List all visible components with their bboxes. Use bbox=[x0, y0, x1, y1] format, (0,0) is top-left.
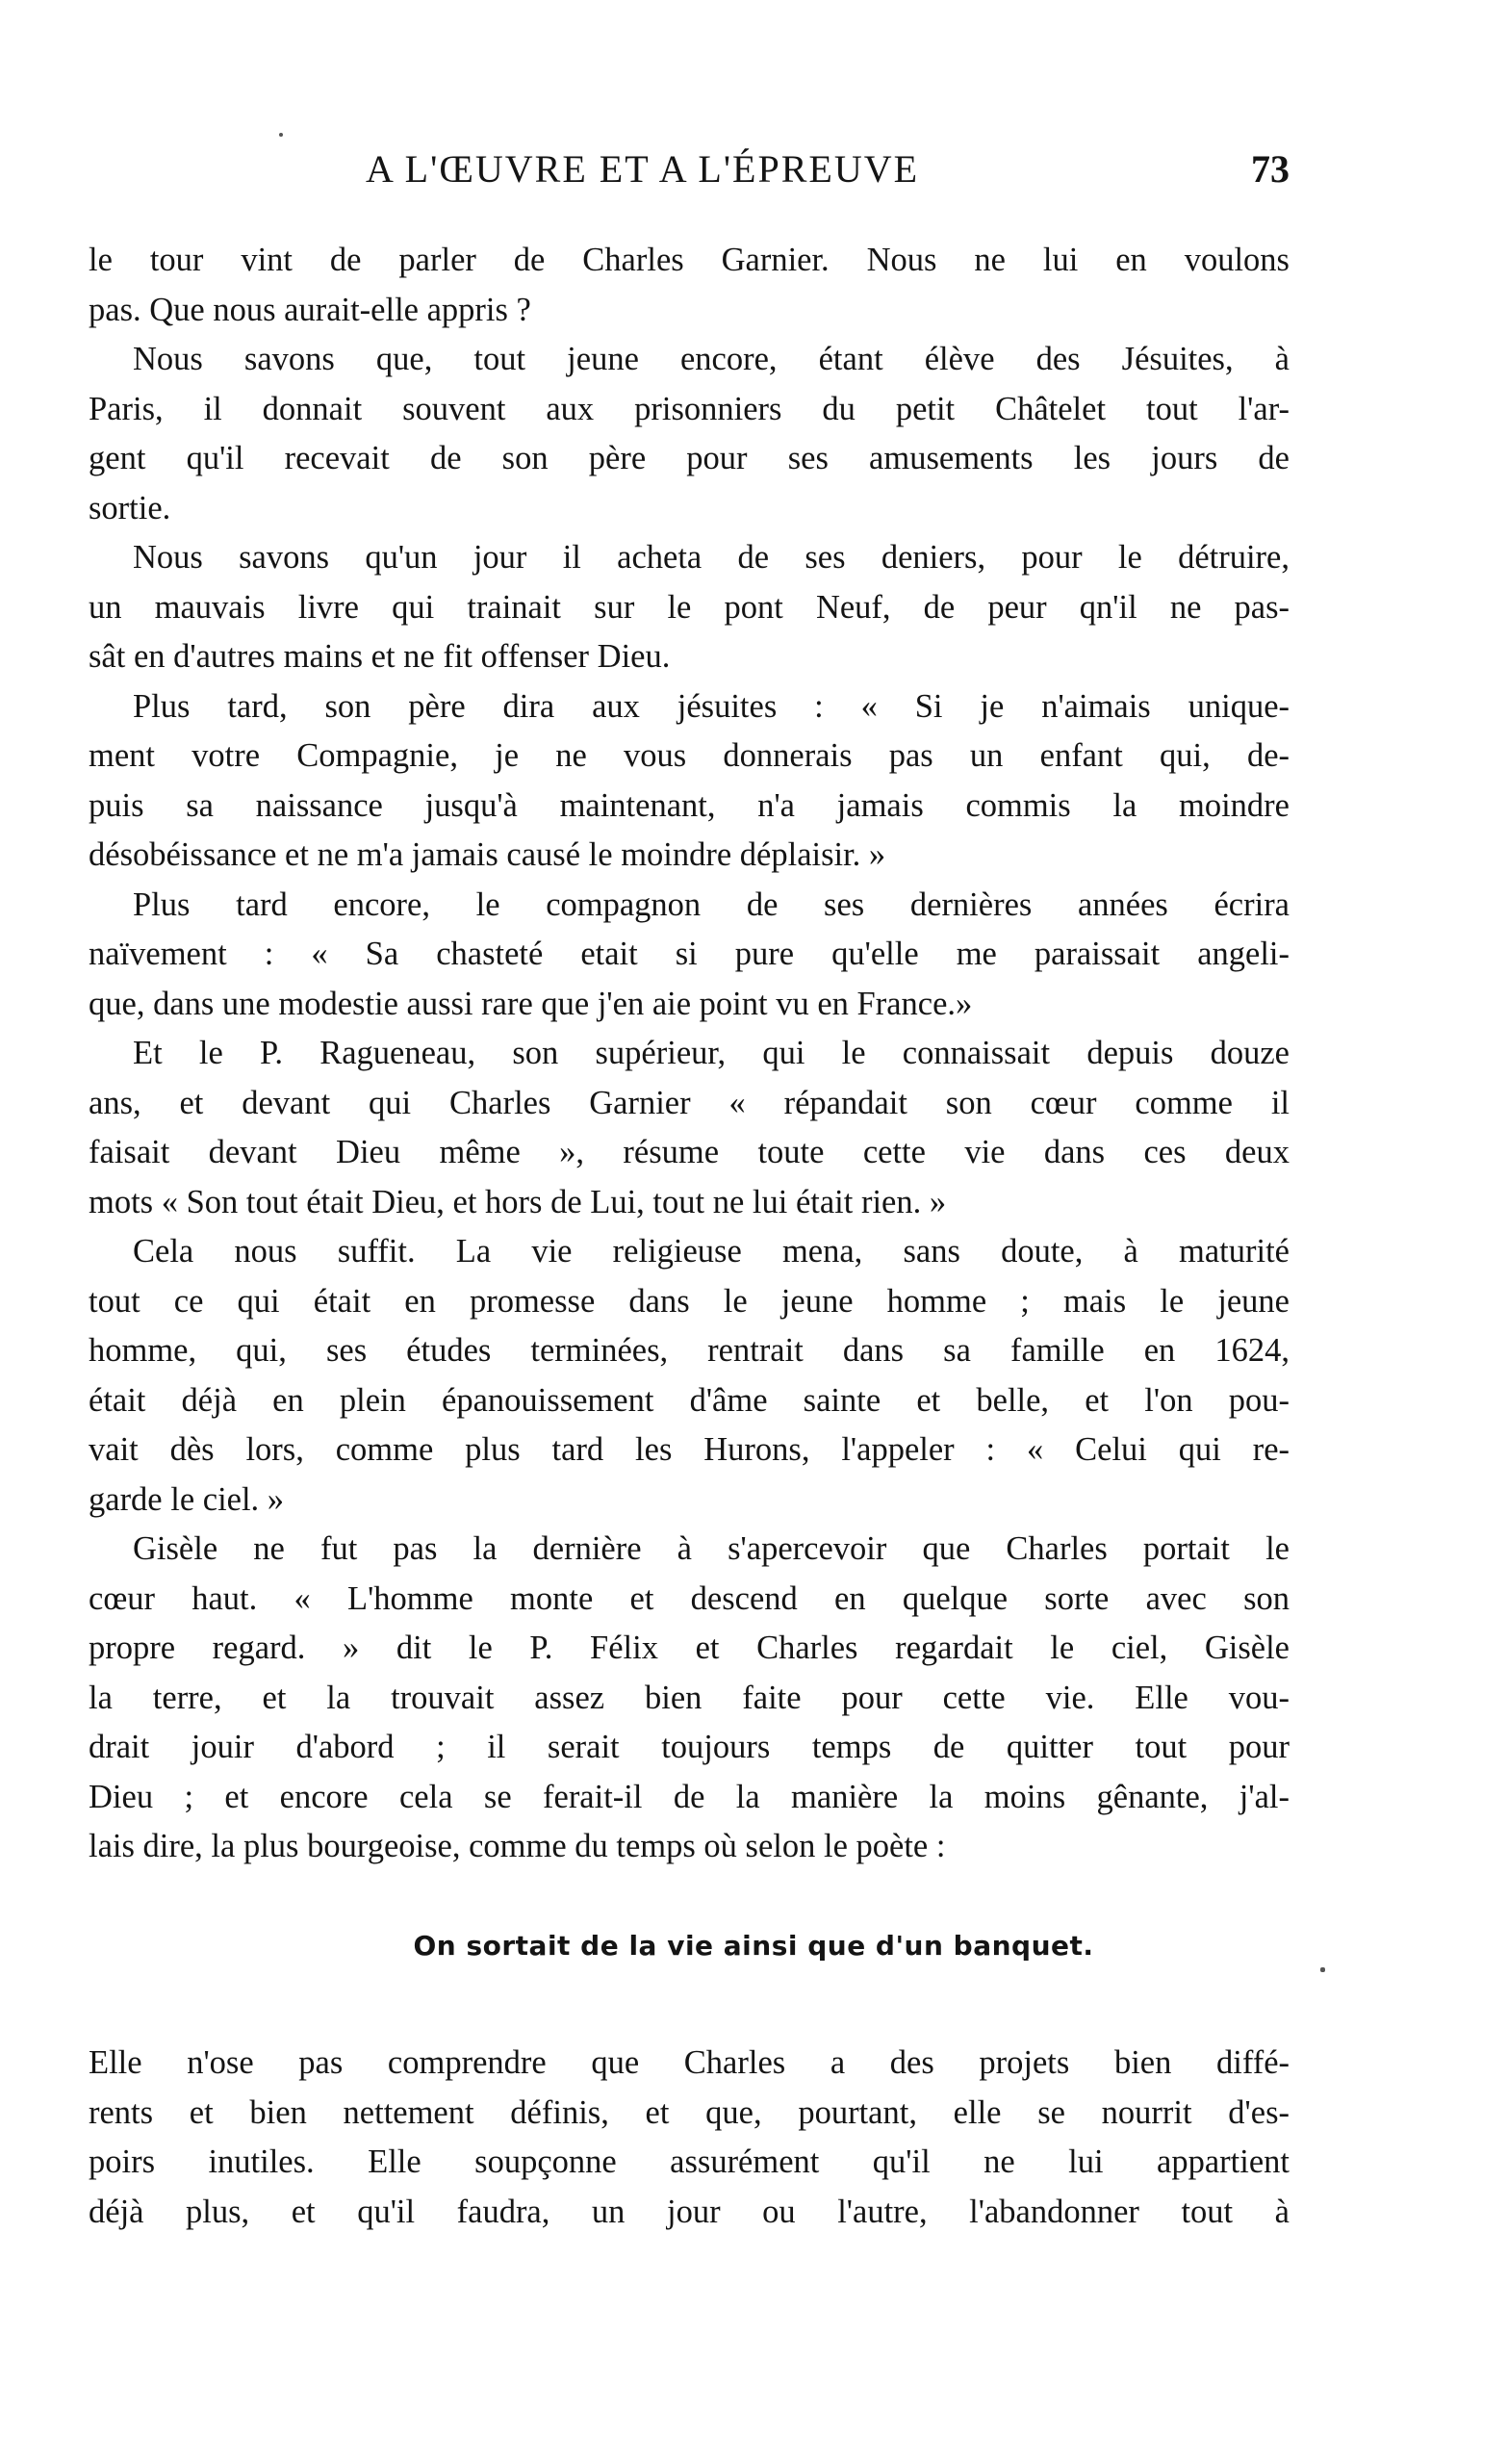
body-text-continued bbox=[89, 2039, 1290, 2237]
text-line: Gisèle ne fut pas la dernière à s'apercevoir que Charles portait le bbox=[133, 1530, 1290, 1567]
text-line: que, dans une modestie aussi rare que j'en aie point vu en France.» bbox=[89, 985, 973, 1022]
text-line: mots « Son tout était Dieu, et hors de Lui, tout ne lui était rien. » bbox=[89, 1183, 947, 1220]
text-line: un mauvais livre qui trainait sur le pont Neuf, de peur qn'il ne pas- bbox=[89, 588, 1290, 626]
text-line: Nous savons qu'un jour il acheta de ses deniers, pour le détruire, bbox=[133, 539, 1290, 576]
text-line: ans, et devant qui Charles Garnier « répandait son cœur comme il bbox=[89, 1084, 1290, 1121]
text-line: Et le P. Ragueneau, son supérieur, qui le connaissait depuis douze bbox=[133, 1035, 1290, 1071]
text-line: désobéissance et ne m'a jamais causé le moindre déplaisir. » bbox=[89, 836, 886, 873]
text-line: garde le ciel. » bbox=[89, 1480, 285, 1518]
page-number: 73 bbox=[1251, 147, 1290, 191]
text-line: propre regard. » dit le P. Félix et Charles regardait le ciel, Gisèle bbox=[89, 1630, 1290, 1666]
page-header bbox=[87, 146, 1290, 204]
text-line: vait dès lors, comme plus tard les Hurons, l'appeler : « Celui qui re- bbox=[89, 1431, 1290, 1468]
print-speck bbox=[1320, 1967, 1325, 1972]
text-line: Cela nous suffit. La vie religieuse mena, sans doute, à maturité bbox=[133, 1233, 1290, 1270]
text-line: faisait devant Dieu même », résume toute cette vie dans ces deux bbox=[89, 1134, 1290, 1170]
text-line: Plus tard, son père dira aux jésuites : « Si je n'aimais unique- bbox=[133, 687, 1290, 725]
text-line: cœur haut. « L'homme monte et descend en quelque sorte avec son bbox=[89, 1579, 1290, 1617]
text-line: le tour vint de parler de Charles Garnier. Nous ne lui en voulons bbox=[89, 242, 1290, 278]
text-line: homme, qui, ses études terminées, rentrait dans sa famille en 1624, bbox=[89, 1332, 1290, 1369]
text-line: sât en d'autres mains et ne fit offenser Dieu. bbox=[89, 638, 671, 675]
verse-quotation: On sortait de la vie ainsi que d'un banquet. bbox=[413, 1930, 1094, 1962]
text-line: lais dire, la plus bourgeoise, comme du temps où selon le poète : bbox=[89, 1828, 946, 1864]
text-line: gent qu'il recevait de son père pour ses amusements les jours de bbox=[89, 440, 1290, 476]
print-speck bbox=[279, 133, 283, 137]
text-line: naïvement : « Sa chasteté etait si pure qu'elle me paraissait angeli- bbox=[89, 936, 1290, 972]
text-line: la terre, et la trouvait assez bien faite pour cette vie. Elle vou- bbox=[89, 1679, 1290, 1716]
text-line: tout ce qui était en promesse dans le jeune homme ; mais le jeune bbox=[89, 1282, 1290, 1320]
text-line: Plus tard encore, le compagnon de ses dernières années écrira bbox=[133, 886, 1290, 923]
text-line: Elle n'ose pas comprendre que Charles a des projets bien diffé- bbox=[89, 2044, 1290, 2081]
text-line: puis sa naissance jusqu'à maintenant, n'a jamais commis la moindre bbox=[89, 786, 1290, 824]
text-line: était déjà en plein épanouissement d'âme sainte et belle, et l'on pou- bbox=[89, 1381, 1290, 1419]
text-line: ment votre Compagnie, je ne vous donnerais pas un enfant qui, de- bbox=[89, 737, 1290, 774]
text-line: déjà plus, et qu'il faudra, un jour ou l'autre, l'abandonner tout à bbox=[89, 2193, 1290, 2230]
text-line: Paris, il donnait souvent aux prisonniers du petit Châtelet tout l'ar- bbox=[89, 390, 1290, 427]
text-line: Dieu ; et encore cela se ferait-il de la manière la moins gênante, j'al- bbox=[89, 1778, 1290, 1815]
text-line: poirs inutiles. Elle soupçonne assurément qu'il ne lui appartient bbox=[89, 2143, 1290, 2180]
text-line: Nous savons que, tout jeune encore, étant élève des Jésuites, à bbox=[133, 341, 1290, 377]
text-line: sortie. bbox=[89, 489, 171, 526]
text-line: drait jouir d'abord ; il serait toujours temps de quitter tout pour bbox=[89, 1729, 1290, 1765]
body-text bbox=[89, 236, 1290, 1872]
text-line: pas. Que nous aurait-elle appris ? bbox=[89, 291, 531, 328]
running-title: A L'ŒUVRE ET A L'ÉPREUVE bbox=[366, 147, 920, 191]
text-line: rents et bien nettement définis, et que, pourtant, elle se nourrit d'es- bbox=[89, 2093, 1290, 2131]
